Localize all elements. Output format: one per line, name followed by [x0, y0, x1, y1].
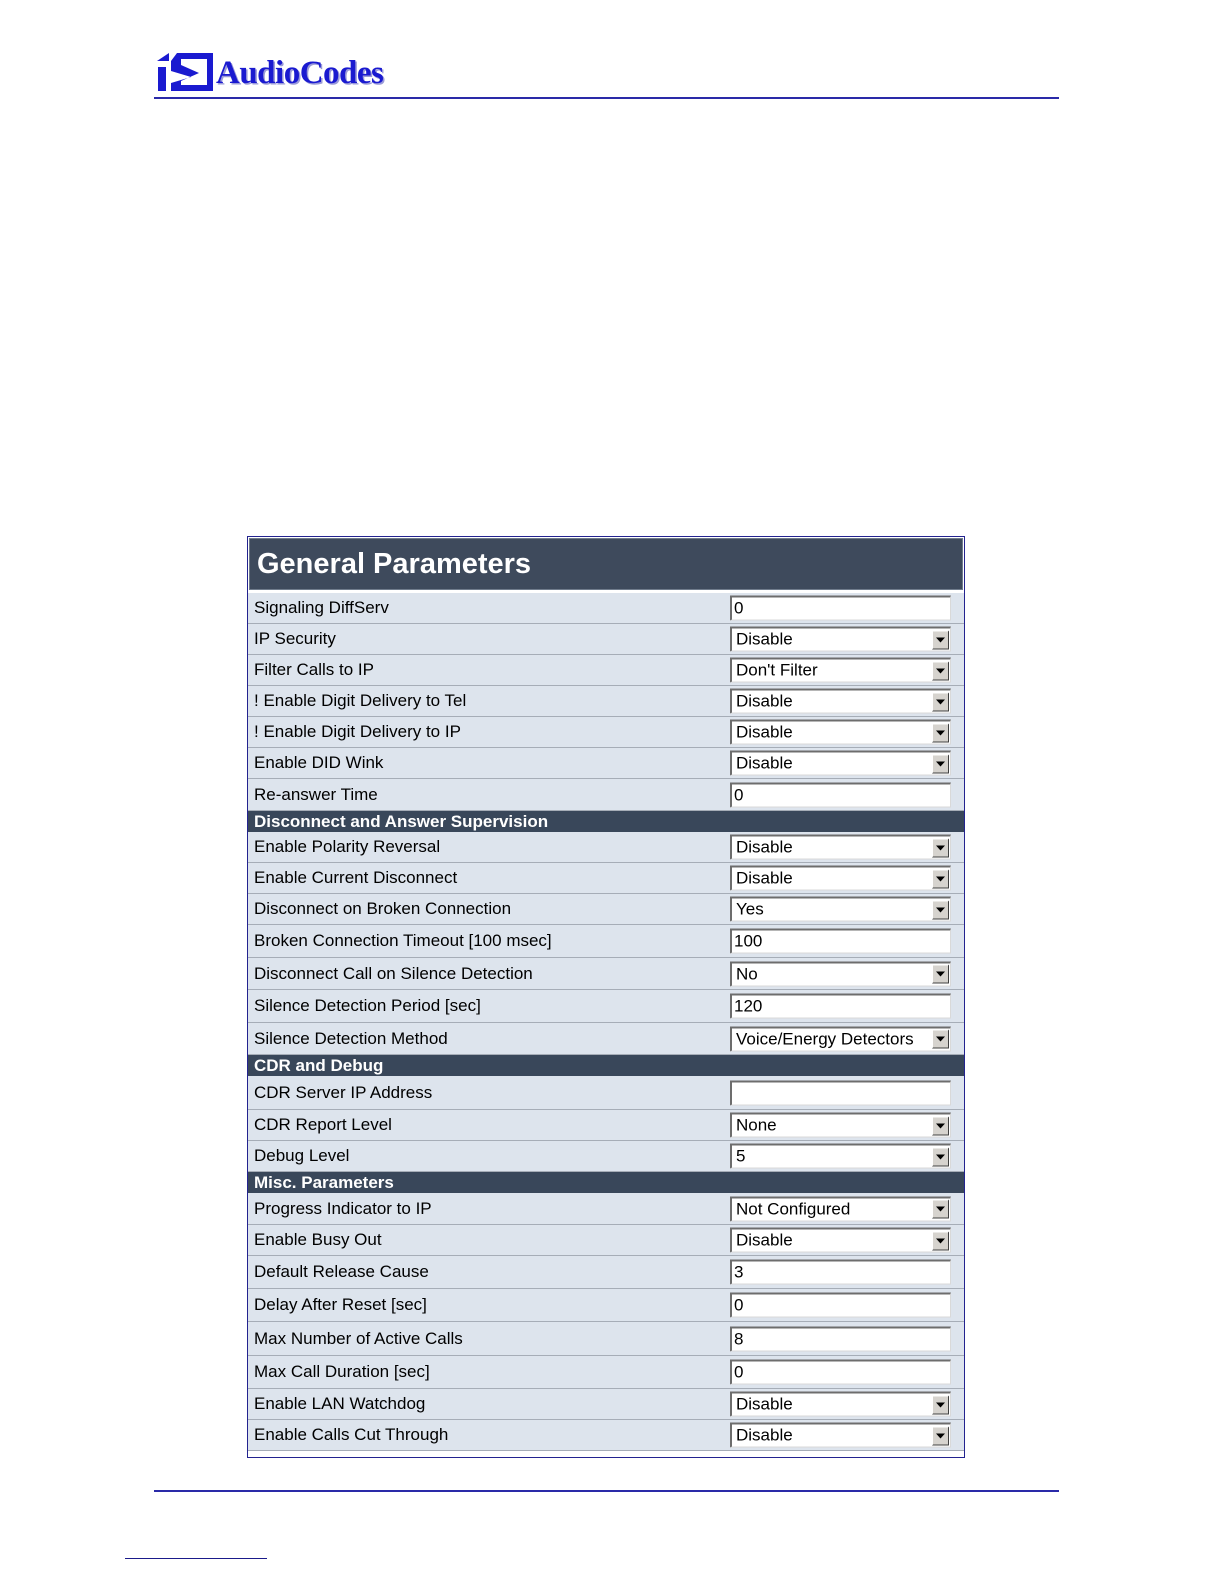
silence-detection-period-sec-input[interactable]	[730, 994, 951, 1019]
param-row-silence-detection-method	[248, 1023, 964, 1055]
dropdown-arrow-icon[interactable]	[932, 1030, 949, 1049]
param-label: Signaling DiffServ	[254, 598, 389, 617]
param-label: Enable Calls Cut Through	[254, 1425, 449, 1444]
control-value: No	[736, 964, 758, 983]
cdr-server-ip-address-input[interactable]	[730, 1080, 951, 1105]
footer-rule	[154, 1490, 1059, 1492]
control-value: 0	[734, 1362, 744, 1382]
param-label: Filter Calls to IP	[254, 660, 374, 679]
debug-level-select[interactable]	[730, 1144, 951, 1169]
logo-text: AudioCodes	[216, 54, 384, 91]
param-row-enable-digit-delivery-to-ip	[248, 717, 964, 748]
param-label: ! Enable Digit Delivery to Tel	[254, 691, 467, 710]
param-label: CDR Server IP Address	[254, 1082, 433, 1102]
control-value: 120	[734, 996, 763, 1016]
enable-lan-watchdog-select[interactable]	[730, 1392, 951, 1417]
default-release-cause-input[interactable]	[730, 1260, 951, 1285]
control-value: 5	[736, 1146, 746, 1166]
param-label: CDR Report Level	[254, 1115, 392, 1134]
param-row-filter-calls-to-ip	[248, 655, 964, 686]
param-row-progress-indicator-to-ip	[248, 1193, 964, 1225]
control-value: Disable	[736, 1230, 793, 1250]
param-row-enable-current-disconnect	[248, 863, 964, 894]
control-value: Yes	[736, 899, 764, 919]
dropdown-arrow-icon[interactable]	[932, 869, 949, 888]
param-row-cdr-report-level	[248, 1110, 964, 1141]
control-value: 0	[734, 598, 744, 618]
param-label: Delay After Reset [sec]	[254, 1295, 427, 1314]
dropdown-arrow-icon[interactable]	[932, 723, 949, 742]
param-row-signaling-diffserv	[248, 593, 964, 624]
control-value: 8	[734, 1329, 744, 1348]
max-call-duration-sec-input[interactable]	[730, 1360, 951, 1385]
max-number-of-active-calls-input[interactable]	[730, 1326, 951, 1351]
enable-digit-delivery-to-tel-select[interactable]	[730, 689, 951, 714]
control-value: 3	[734, 1262, 744, 1282]
param-label: Re-answer Time	[254, 784, 378, 804]
param-row-enable-digit-delivery-to-tel	[248, 686, 964, 717]
cdr-report-level-select[interactable]	[730, 1113, 951, 1138]
dropdown-arrow-icon[interactable]	[932, 900, 949, 919]
audiocodes-logo-icon	[157, 53, 213, 93]
dropdown-arrow-icon[interactable]	[932, 838, 949, 857]
param-label: Enable Polarity Reversal	[254, 837, 441, 856]
dropdown-arrow-icon[interactable]	[932, 1116, 949, 1135]
control-value: Disable	[736, 753, 793, 773]
dropdown-arrow-icon[interactable]	[932, 1426, 949, 1445]
control-value: Disable	[736, 1394, 793, 1414]
param-row-enable-polarity-reversal	[248, 832, 964, 863]
param-row-disconnect-on-broken-connection	[248, 894, 964, 925]
enable-busy-out-select[interactable]	[730, 1228, 951, 1253]
control-value: Disable	[736, 691, 793, 711]
param-label: Broken Connection Timeout [100 msec]	[254, 931, 552, 950]
param-label: Default Release Cause	[254, 1262, 429, 1281]
param-label: Disconnect on Broken Connection	[254, 899, 512, 918]
param-label: Debug Level	[254, 1146, 350, 1165]
enable-did-wink-select[interactable]	[730, 751, 951, 776]
broken-connection-timeout-100-msec-input[interactable]	[730, 929, 951, 954]
ip-security-select[interactable]	[730, 627, 951, 652]
parameter-rows	[248, 593, 964, 1451]
dropdown-arrow-icon[interactable]	[932, 754, 949, 773]
section-header-misc-parameters: Misc. Parameters	[248, 1172, 964, 1193]
param-label: Enable Current Disconnect	[254, 868, 458, 887]
progress-indicator-to-ip-select[interactable]	[730, 1196, 951, 1221]
param-row-disconnect-call-on-silence-detection	[248, 958, 964, 990]
param-row-cdr-server-ip-address	[248, 1076, 964, 1110]
dropdown-arrow-icon[interactable]	[932, 1147, 949, 1166]
param-label: ! Enable Digit Delivery to IP	[254, 722, 461, 741]
control-value: 0	[734, 1295, 744, 1315]
filter-calls-to-ip-select[interactable]	[730, 658, 951, 683]
param-label: Progress Indicator to IP	[254, 1198, 432, 1218]
control-value: Disable	[736, 868, 793, 888]
param-label: Enable DID Wink	[254, 753, 384, 772]
param-row-broken-connection-timeout-100-msec	[248, 925, 964, 958]
dropdown-arrow-icon[interactable]	[932, 1231, 949, 1250]
param-label: Disconnect Call on Silence Detection	[254, 963, 533, 983]
panel-title: General Parameters	[249, 538, 963, 590]
param-row-ip-security	[248, 624, 964, 655]
param-row-silence-detection-period-sec	[248, 990, 964, 1023]
enable-calls-cut-through-select[interactable]	[730, 1423, 951, 1448]
disconnect-call-on-silence-detection-select[interactable]	[730, 961, 951, 986]
control-value: None	[736, 1115, 777, 1135]
delay-after-reset-sec-input[interactable]	[730, 1293, 951, 1318]
section-header-cdr-and-debug: CDR and Debug	[248, 1055, 964, 1076]
dropdown-arrow-icon[interactable]	[932, 692, 949, 711]
dropdown-arrow-icon[interactable]	[932, 630, 949, 649]
enable-polarity-reversal-select[interactable]	[730, 835, 951, 860]
control-value: Not Configured	[736, 1199, 851, 1218]
dropdown-arrow-icon[interactable]	[932, 965, 949, 984]
dropdown-arrow-icon[interactable]	[932, 1395, 949, 1414]
param-row-debug-level	[248, 1141, 964, 1172]
param-label: IP Security	[254, 629, 336, 648]
control-value: Disable	[736, 1425, 793, 1445]
section-header-disconnect-and-answer-supervision: Disconnect and Answer Supervision	[248, 811, 964, 832]
control-value: Disable	[736, 722, 793, 742]
param-row-enable-busy-out	[248, 1225, 964, 1256]
param-row-delay-after-reset-sec	[248, 1289, 964, 1322]
enable-digit-delivery-to-ip-select[interactable]	[730, 720, 951, 745]
control-value: Don't Filter	[736, 660, 818, 680]
param-row-max-number-of-active-calls	[248, 1322, 964, 1356]
audiocodes-logo	[157, 52, 383, 94]
dropdown-arrow-icon[interactable]	[932, 661, 949, 680]
param-row-max-call-duration-sec	[248, 1356, 964, 1389]
param-label: Max Number of Active Calls	[254, 1328, 463, 1348]
header-rule	[154, 97, 1059, 99]
param-row-enable-calls-cut-through	[248, 1420, 964, 1451]
control-value: Disable	[736, 837, 793, 857]
param-label: Enable Busy Out	[254, 1230, 382, 1249]
silence-detection-method-select[interactable]	[730, 1026, 951, 1051]
param-row-enable-lan-watchdog	[248, 1389, 964, 1420]
param-label: Enable LAN Watchdog	[254, 1394, 426, 1413]
control-value: 100	[734, 931, 763, 951]
general-parameters-panel	[247, 536, 965, 1458]
control-value: Disable	[736, 629, 793, 649]
dropdown-arrow-icon[interactable]	[932, 1200, 949, 1219]
param-label: Max Call Duration [sec]	[254, 1362, 430, 1381]
control-value: Voice/Energy Detectors	[736, 1029, 914, 1048]
control-value: 0	[734, 785, 744, 804]
footnote-rule	[125, 1558, 267, 1559]
param-label: Silence Detection Period [sec]	[254, 996, 481, 1015]
param-row-enable-did-wink	[248, 748, 964, 779]
signaling-diffserv-input[interactable]	[730, 596, 951, 621]
enable-current-disconnect-select[interactable]	[730, 866, 951, 891]
param-label: Silence Detection Method	[254, 1028, 448, 1048]
re-answer-time-input[interactable]	[730, 782, 951, 807]
param-row-default-release-cause	[248, 1256, 964, 1289]
param-row-re-answer-time	[248, 779, 964, 811]
disconnect-on-broken-connection-select[interactable]	[730, 897, 951, 922]
